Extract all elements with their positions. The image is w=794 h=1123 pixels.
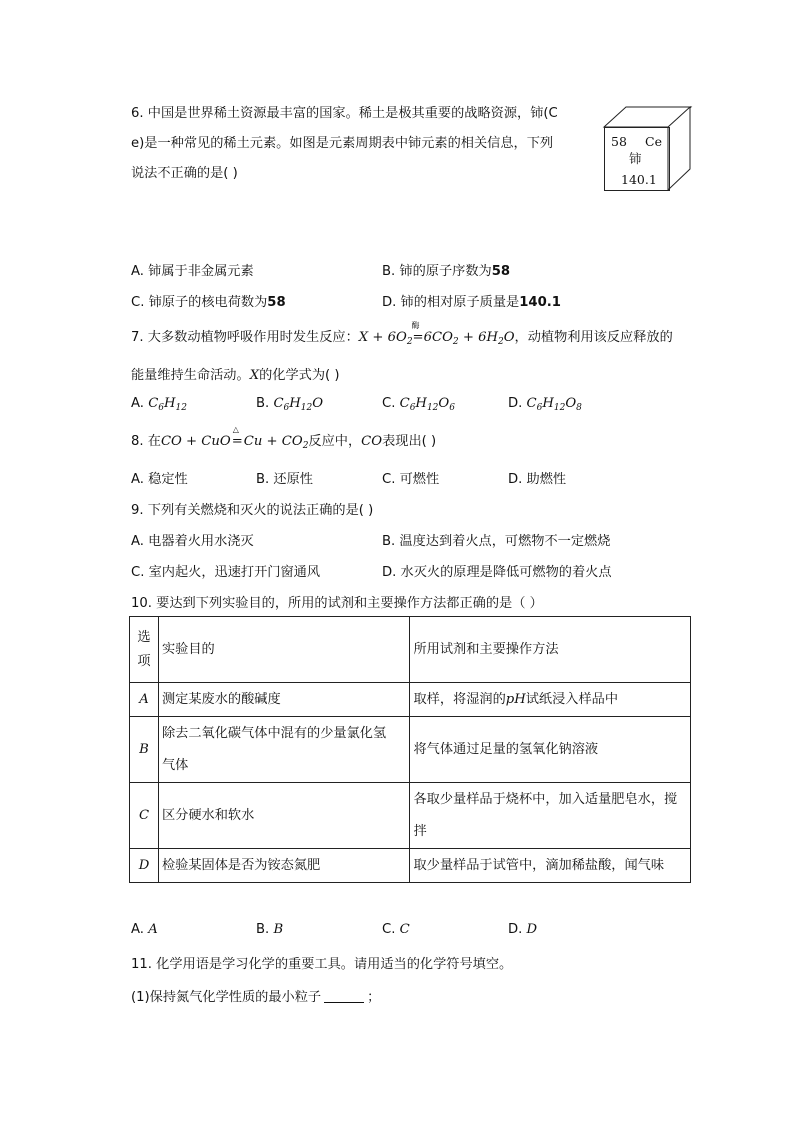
q7-stem-line1: 7. 大多数动植物呼吸作用时发生反应：$X + 6O_2$ 酶 $=6CO_2 + 6H_2O$，动植物利用该反应释放的 bbox=[131, 321, 673, 347]
element-symbol: Ce bbox=[645, 134, 662, 149]
q6-stem-line2: e)是一种常见的稀土元素。如图是元素周期表中铈元素的相关信息，下列 bbox=[131, 136, 554, 151]
header-goal: 实验目的 bbox=[158, 617, 410, 683]
q8-option-b: B. 还原性 bbox=[256, 472, 313, 487]
table-row: D 检验某固体是否为铵态氮肥 取少量样品于试管中，滴加稀盐酸，闻气味 bbox=[130, 849, 691, 883]
q9-option-a: A. 电器着火用水浇灭 bbox=[131, 534, 254, 549]
q10-option-a: A. A bbox=[131, 922, 158, 937]
q10-stem: 10. 要达到下列实验目的，所用的试剂和主要操作方法都正确的是（ ） bbox=[131, 596, 543, 611]
element-cell bbox=[604, 127, 670, 191]
q7-option-c: C. $C_6H_{12}O_6$ bbox=[382, 396, 455, 413]
q10-option-d: D. D bbox=[508, 922, 538, 937]
q11-stem: 11. 化学用语是学习化学的重要工具。请用适当的化学符号填空。 bbox=[131, 957, 513, 972]
header-method: 所用试剂和主要操作方法 bbox=[410, 617, 691, 683]
q8-option-d: D. 助燃性 bbox=[508, 472, 567, 487]
cube-side-face bbox=[668, 106, 692, 190]
q8-stem: 8. 在CO + CuO △ $=Cu + CO_2$反应中，CO表现出( ) bbox=[131, 425, 437, 451]
q9-option-c: C. 室内起火，迅速打开门窗通风 bbox=[131, 565, 321, 580]
table-header-row bbox=[130, 617, 691, 683]
q6-option-c: C. 铈原子的核电荷数为58 bbox=[131, 295, 286, 310]
q8-option-c: C. 可燃性 bbox=[382, 472, 440, 487]
q6-option-b: B. 铈的原子序数为58 bbox=[382, 264, 511, 279]
table-row: A 测定某废水的酸碱度 取样，将湿润的pH试纸浸入样品中 bbox=[130, 683, 691, 717]
q7-option-a: A. $C_6H_{12}$ bbox=[131, 396, 187, 413]
q7-stem-line2: 能量维持生命活动。X的化学式为( ) bbox=[131, 368, 340, 383]
atomic-mass: 140.1 bbox=[621, 172, 657, 187]
q9-stem: 9. 下列有关燃烧和灭火的说法正确的是( ) bbox=[131, 503, 374, 518]
table-row: C 区分硬水和软水 各取少量样品于烧杯中，加入适量肥皂水，搅 拌 bbox=[130, 783, 691, 849]
q9-option-d: D. 水灭火的原理是降低可燃物的着火点 bbox=[382, 565, 612, 580]
table-row: B 除去二氧化碳气体中混有的少量氯化氢 气体 将气体通过足量的氢氧化钠溶液 bbox=[130, 717, 691, 783]
element-name: 铈 bbox=[629, 151, 642, 166]
q6-stem-line3: 说法不正确的是( ) bbox=[131, 166, 238, 181]
header-option: 选 项 bbox=[130, 617, 159, 683]
q10-option-b: B. B bbox=[256, 922, 284, 937]
q6-option-a: A. 铈属于非金属元素 bbox=[131, 264, 254, 279]
q9-option-b: B. 温度达到着火点，可燃物不一定燃烧 bbox=[382, 534, 611, 549]
q6-stem-line1: 6. 中国是世界稀土资源最丰富的国家。稀土是极其重要的战略资源，铈(C bbox=[131, 106, 558, 121]
q10-table bbox=[129, 616, 691, 883]
q8-equation: CO + CuO △ $=Cu + CO_2$ bbox=[160, 425, 309, 451]
q8-option-a: A. 稳定性 bbox=[131, 472, 188, 487]
q6-option-d: D. 铈的相对原子质量是140.1 bbox=[382, 295, 561, 310]
answer-blank[interactable] bbox=[324, 989, 364, 1003]
q7-option-d: D. $C_6H_{12}O_8$ bbox=[508, 396, 582, 413]
q7-equation: $X + 6O_2$ 酶 $=6CO_2 + 6H_2O$ bbox=[358, 321, 515, 347]
q11-sub1: (1)保持氮气化学性质的最小粒子 ； bbox=[131, 990, 381, 1005]
atomic-number: 58 bbox=[611, 134, 627, 149]
q10-option-c: C. C bbox=[382, 922, 410, 937]
q7-option-b: B. $C_6H_{12}O$ bbox=[256, 396, 324, 413]
